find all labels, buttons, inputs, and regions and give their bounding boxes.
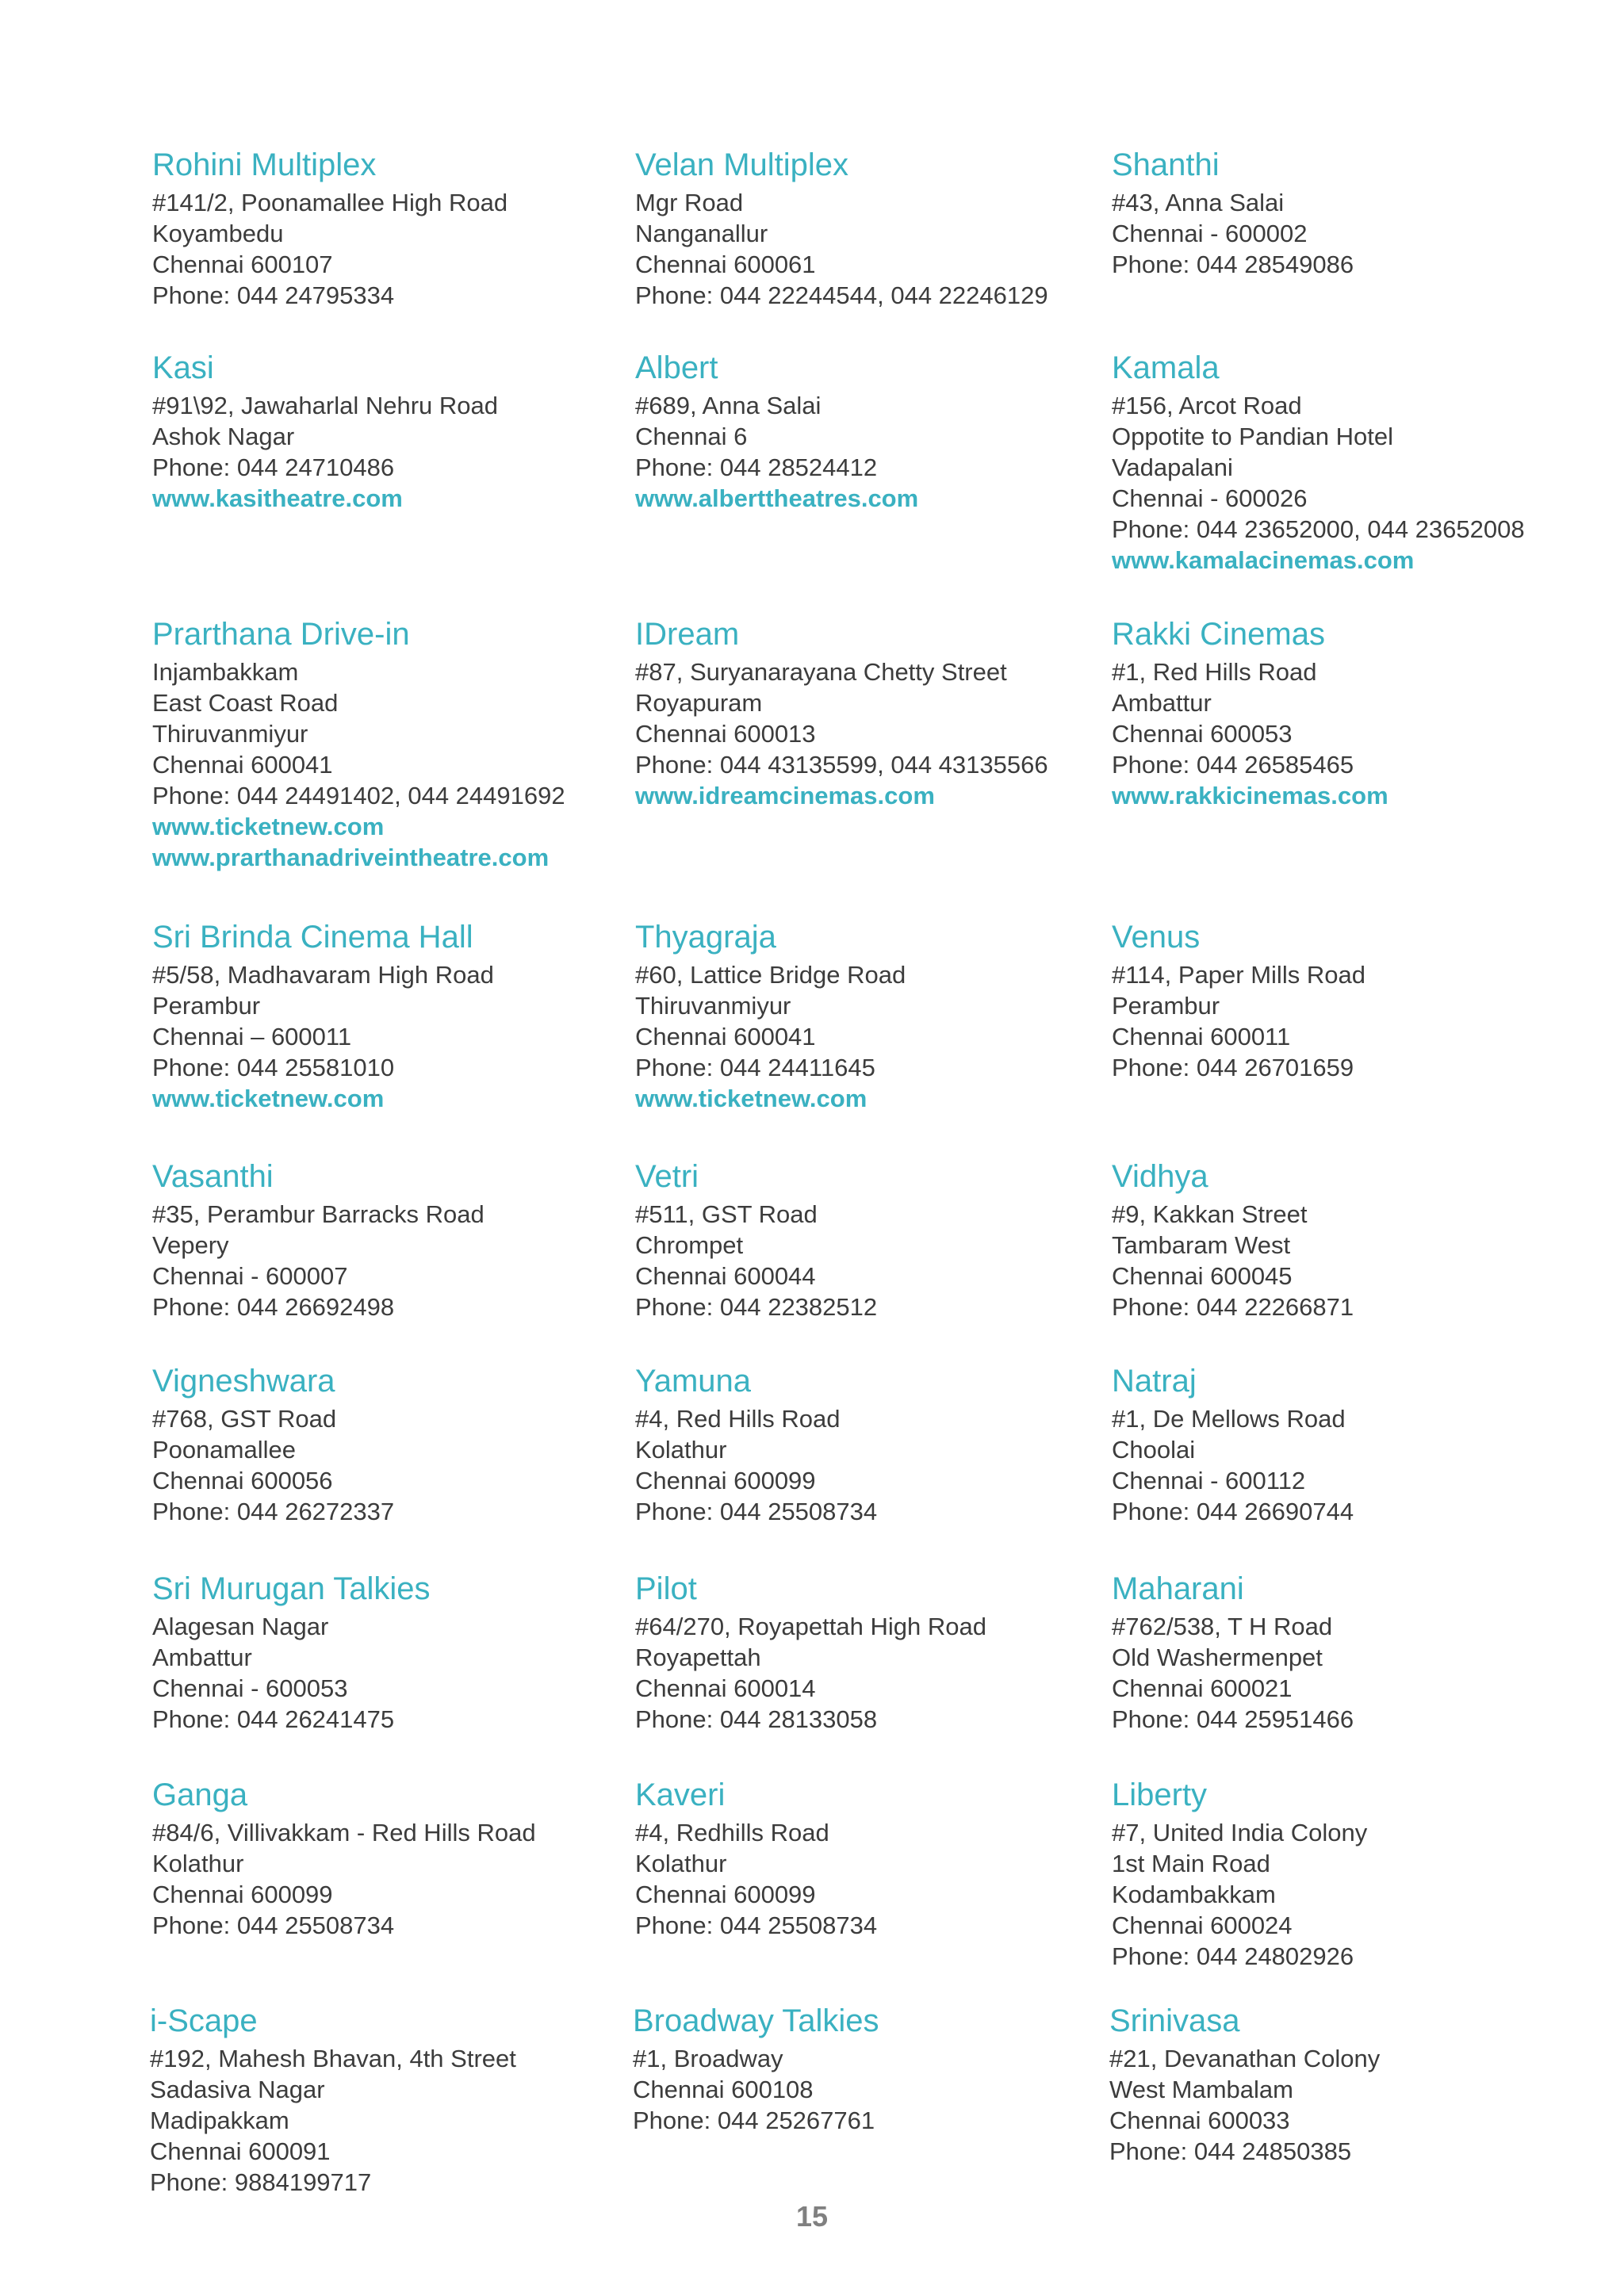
theatre-entry [1112,1776,1572,1972]
theatre-phone: Phone: 044 25581010 [152,1054,395,1081]
theatre-address-line: Chennai 600107 [152,251,333,278]
theatre-address-line: Chennai 600053 [1112,720,1293,748]
theatre-address-line: #1, De Mellows Road [1112,1405,1346,1433]
theatre-address-line: #1, Red Hills Road [1112,658,1317,686]
theatre-name: Vigneshwara [152,1364,335,1399]
theatre-website-link[interactable]: www.ticketnew.com [152,1085,385,1112]
theatre-phone: Phone: 044 26272337 [152,1498,395,1525]
theatre-entry [1112,1362,1572,1527]
theatre-address-line: #87, Suryanarayana Chetty Street [635,658,1007,686]
theatre-name: Ganga [152,1777,248,1812]
theatre-phone: Phone: 044 22244544, 044 22246129 [635,281,1048,309]
theatre-address-line: Thiruvanmiyur [635,992,791,1020]
theatre-phone: Phone: 044 22382512 [635,1293,878,1321]
theatre-phone: Phone: 044 22266871 [1112,1293,1354,1321]
theatre-phone: Phone: 044 24411645 [635,1054,875,1081]
theatre-website-link[interactable]: www.kamalacinemas.com [1112,546,1415,574]
theatre-address-line: Ambattur [152,1644,252,1671]
theatre-entry [152,918,612,1114]
theatre-address-line: #7, United India Colony [1112,1819,1368,1846]
page-number: 15 [795,2200,829,2233]
theatre-name: Kasi [152,350,214,385]
theatre-address-line: Ashok Nagar [152,423,295,450]
theatre-entry [1112,349,1572,576]
theatre-entry [635,349,1095,514]
theatre-address-line: Chennai 600061 [635,251,816,278]
theatre-entry [635,1362,1095,1527]
theatre-address-line: Chennai 600041 [635,1023,816,1050]
theatre-address-line: Chennai - 600002 [1112,220,1308,247]
theatre-phone: Phone: 044 25508734 [635,1498,878,1525]
theatre-address-line: Chennai 600024 [1112,1911,1293,1939]
theatre-address-line: Chennai 600041 [152,751,333,779]
theatre-name: Yamuna [635,1364,752,1399]
theatre-website-link[interactable]: www.kasitheatre.com [152,484,403,512]
theatre-name: Vasanthi [152,1159,274,1194]
theatre-address-line: Choolai [1112,1436,1196,1464]
theatre-address-line: Vepery [152,1231,229,1259]
theatre-address-line: Vadapalani [1112,453,1233,481]
theatre-address-line: Chennai - 600007 [152,1262,348,1290]
theatre-address-line: #511, GST Road [635,1200,818,1228]
theatre-entry [152,1570,612,1735]
theatre-address-line: #9, Kakkan Street [1112,1200,1308,1228]
theatre-address-line: #43, Anna Salai [1112,189,1285,216]
theatre-address-line: West Mambalam [1109,2076,1293,2103]
theatre-name: Kaveri [635,1777,726,1812]
theatre-name: Kamala [1112,350,1220,385]
theatre-phone: Phone: 044 24491402, 044 24491692 [152,782,565,809]
theatre-address-line: Chennai 600045 [1112,1262,1293,1290]
theatre-name: Pilot [635,1571,697,1606]
theatre-address-line: Chennai 600013 [635,720,816,748]
theatre-website-link[interactable]: www.alberttheatres.com [635,484,919,512]
theatre-entry [152,1776,612,1941]
theatre-address-line: Perambur [1112,992,1220,1020]
theatre-entry [1112,1158,1572,1322]
theatre-name: Sri Brinda Cinema Hall [152,920,473,955]
theatre-name: i-Scape [150,2003,258,2038]
theatre-phone: Phone: 044 28549086 [1112,251,1354,278]
theatre-name: Rohini Multiplex [152,147,377,182]
theatre-address-line: Perambur [152,992,261,1020]
theatre-address-line: #4, Red Hills Road [635,1405,841,1433]
theatre-phone: Phone: 9884199717 [150,2168,372,2196]
theatre-address-line: #156, Arcot Road [1112,392,1302,419]
theatre-entry [152,349,612,514]
theatre-address-line: Chennai 6 [635,423,748,450]
theatre-phone: Phone: 044 28524412 [635,453,878,481]
theatre-name: Rakki Cinemas [1112,617,1325,652]
theatre-address-line: #64/270, Royapettah High Road [635,1613,986,1640]
theatre-phone: Phone: 044 26690744 [1112,1498,1354,1525]
theatre-address-line: Chennai 600099 [635,1881,816,1908]
theatre-address-line: #768, GST Road [152,1405,337,1433]
theatre-phone: Phone: 044 24850385 [1109,2137,1352,2165]
theatre-entry [1112,918,1572,1083]
theatre-entry [150,2002,610,2198]
theatre-address-line: Chennai - 600053 [152,1674,348,1702]
theatre-name: Thyagraja [635,920,776,955]
theatre-address-line: Nanganallur [635,220,768,247]
theatre-address-line: Thiruvanmiyur [152,720,308,748]
theatre-entry [635,918,1095,1114]
theatre-entry [635,1776,1095,1941]
theatre-address-line: Chrompet [635,1231,744,1259]
theatre-phone: Phone: 044 43135599, 044 43135566 [635,751,1048,779]
theatre-address-line: Injambakkam [152,658,299,686]
theatre-address-line: #192, Mahesh Bhavan, 4th Street [150,2045,516,2072]
theatre-phone: Phone: 044 25508734 [152,1911,395,1939]
theatre-website-link[interactable]: www.rakkicinemas.com [1112,782,1388,809]
theatre-address-line: #21, Devanathan Colony [1109,2045,1381,2072]
theatre-address-line: Tambaram West [1112,1231,1291,1259]
theatre-phone: Phone: 044 25508734 [635,1911,878,1939]
theatre-address-line: Madipakkam [150,2107,289,2134]
theatre-address-line: Chennai 600044 [635,1262,816,1290]
theatre-entry [1109,2002,1569,2167]
theatre-name: Liberty [1112,1777,1208,1812]
theatre-entry [635,146,1095,311]
theatre-entry [1112,146,1572,280]
theatre-name: Vidhya [1112,1159,1208,1194]
theatre-phone: Phone: 044 23652000, 044 23652008 [1112,515,1525,543]
theatre-address-line: Mgr Road [635,189,744,216]
theatre-address-line: Ambattur [1112,689,1212,717]
theatre-phone: Phone: 044 24710486 [152,453,395,481]
theatre-entry [152,1362,612,1527]
theatre-website-link[interactable]: www.idreamcinemas.com [635,782,935,809]
theatre-name: Natraj [1112,1364,1197,1399]
theatre-address-line: #689, Anna Salai [635,392,822,419]
theatre-address-line: Chennai - 600026 [1112,484,1308,512]
theatre-address-line: Kodambakkam [1112,1881,1276,1908]
theatre-address-line: Chennai 600011 [1112,1023,1291,1050]
theatre-entry [152,146,612,311]
theatre-phone: Phone: 044 24802926 [1112,1942,1354,1970]
theatre-address-line: #1, Broadway [633,2045,783,2072]
theatre-address-line: #5/58, Madhavaram High Road [152,961,494,989]
theatre-address-line: Chennai 600014 [635,1674,816,1702]
theatre-address-line: Koyambedu [152,220,284,247]
theatre-address-line: Chennai - 600112 [1112,1467,1306,1494]
theatre-address-line: Kolathur [635,1850,727,1877]
theatre-address-line: Poonamallee [152,1436,296,1464]
theatre-address-line: #91\92, Jawaharlal Nehru Road [152,392,498,419]
theatre-name: Vetri [635,1159,699,1194]
theatre-phone: Phone: 044 26241475 [152,1705,395,1733]
theatre-name: Albert [635,350,718,385]
theatre-entry [1112,1570,1572,1735]
theatre-address-line: Kolathur [152,1850,244,1877]
theatre-address-line: Chennai 600099 [152,1881,333,1908]
theatre-address-line: Chennai 600108 [633,2076,814,2103]
theatre-address-line: Chennai – 600011 [152,1023,352,1050]
theatre-address-line: East Coast Road [152,689,339,717]
theatre-phone: Phone: 044 25267761 [633,2107,875,2134]
theatre-entry [635,1158,1095,1322]
theatre-name: Shanthi [1112,147,1220,182]
theatre-phone: Phone: 044 26701659 [1112,1054,1354,1081]
theatre-website-link[interactable]: www.ticketnew.com [152,813,385,840]
theatre-entry [635,1570,1095,1735]
theatre-address-line: #35, Perambur Barracks Road [152,1200,485,1228]
theatre-entry [152,615,612,873]
theatre-name: Sri Murugan Talkies [152,1571,431,1606]
theatre-phone: Phone: 044 26692498 [152,1293,395,1321]
theatre-address-line: #4, Redhills Road [635,1819,829,1846]
theatre-phone: Phone: 044 25951466 [1112,1705,1354,1733]
theatre-address-line: Old Washermenpet [1112,1644,1323,1671]
theatre-phone: Phone: 044 24795334 [152,281,395,309]
theatre-address-line: Chennai 600091 [150,2137,331,2165]
theatre-phone: Phone: 044 26585465 [1112,751,1354,779]
theatre-address-line: Oppotite to Pandian Hotel [1112,423,1394,450]
theatre-address-line: 1st Main Road [1112,1850,1270,1877]
theatre-name: Velan Multiplex [635,147,849,182]
theatre-name: IDream [635,617,740,652]
theatre-address-line: Chennai 600056 [152,1467,333,1494]
theatre-name: Prarthana Drive-in [152,617,410,652]
theatre-name: Venus [1112,920,1201,955]
theatre-website-link[interactable]: www.ticketnew.com [635,1085,868,1112]
theatre-phone: Phone: 044 28133058 [635,1705,878,1733]
theatre-address-line: Alagesan Nagar [152,1613,329,1640]
theatre-name: Maharani [1112,1571,1244,1606]
theatre-name: Srinivasa [1109,2003,1240,2038]
theatre-website-link[interactable]: www.prarthanadriveintheatre.com [152,844,550,871]
theatre-entry [633,2002,1093,2136]
theatre-address-line: Sadasiva Nagar [150,2076,325,2103]
theatre-address-line: #84/6, Villivakkam - Red Hills Road [152,1819,536,1846]
theatre-address-line: Royapettah [635,1644,761,1671]
theatre-address-line: Chennai 600099 [635,1467,816,1494]
theatre-address-line: #114, Paper Mills Road [1112,961,1365,989]
theatre-address-line: Kolathur [635,1436,727,1464]
theatre-name: Broadway Talkies [633,2003,879,2038]
theatre-address-line: Chennai 600033 [1109,2107,1290,2134]
theatre-address-line: #141/2, Poonamallee High Road [152,189,508,216]
theatre-address-line: #762/538, T H Road [1112,1613,1333,1640]
theatre-address-line: Royapuram [635,689,763,717]
theatre-entry [152,1158,612,1322]
theatre-entry [635,615,1095,811]
theatre-entry [1112,615,1572,811]
theatre-address-line: #60, Lattice Bridge Road [635,961,906,989]
theatre-address-line: Chennai 600021 [1112,1674,1293,1702]
